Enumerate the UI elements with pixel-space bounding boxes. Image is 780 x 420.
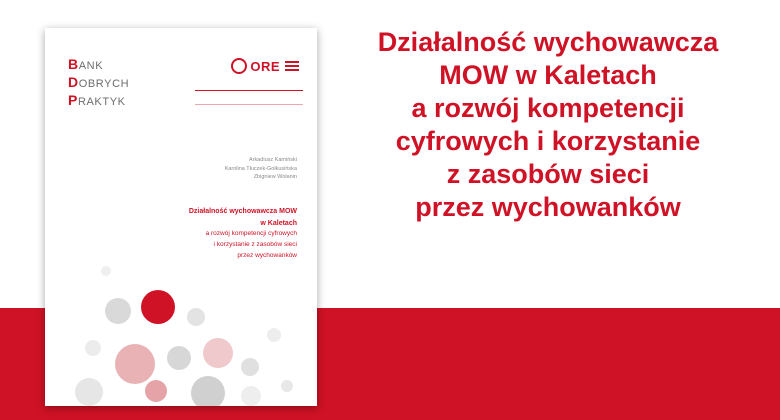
- series-logo-line: [68, 74, 129, 92]
- decorative-dot: [187, 308, 205, 326]
- headline-line: MOW w Kaletach: [439, 59, 657, 90]
- headline-line: z zasobów sieci: [446, 158, 650, 189]
- cover-subtitle-line: przez wychowanków: [237, 251, 297, 259]
- cover-divider: [195, 90, 303, 91]
- decorative-dot: [281, 380, 293, 392]
- decorative-dot: [241, 358, 259, 376]
- series-logo-initial: D: [68, 73, 79, 90]
- author-name: Zbigniew Wolanin: [253, 174, 297, 181]
- headline-line: Działalność wychowawcza: [377, 27, 719, 57]
- series-logo-rest: ANK: [78, 60, 104, 72]
- cover-title-line: w Kaletach: [260, 219, 297, 227]
- decorative-dot: [115, 344, 155, 384]
- headline: [330, 26, 766, 224]
- decorative-dot: [85, 340, 101, 356]
- decorative-dot: [141, 290, 175, 324]
- author-name: Arkadiusz Kamiński: [249, 157, 297, 163]
- ore-logo-icon: [231, 58, 299, 74]
- decorative-dot: [101, 266, 111, 276]
- cover-authors: [225, 156, 297, 182]
- cover-divider-secondary: [195, 104, 303, 105]
- author-name: Karolina Tłuczek-Gołkusińska: [224, 165, 297, 172]
- decorative-dot: [191, 376, 225, 406]
- cover-subtitle-line: i korzystanie z zasobów sieci: [213, 240, 297, 248]
- decorative-dot: [145, 380, 167, 402]
- decorative-dot: [167, 346, 191, 370]
- series-logo-line: [68, 56, 129, 74]
- series-logo-rest: OBRYCH: [78, 77, 130, 90]
- cover-subtitle-line: a rozwój kompetencji cyfrowych: [205, 230, 297, 238]
- series-logo-initial: P: [68, 91, 78, 108]
- decorative-dot: [75, 378, 103, 406]
- series-logo: [68, 56, 129, 109]
- headline-line: przez wychowanków: [415, 191, 681, 222]
- ore-logo-text: ORE: [250, 58, 280, 74]
- book-cover: [45, 28, 317, 406]
- headline-line: a rozwój kompetencji: [411, 92, 685, 123]
- ore-bars-icon: [285, 61, 299, 71]
- decorative-dot: [267, 328, 281, 342]
- series-logo-rest: RAKTYK: [77, 95, 126, 108]
- series-logo-initial: B: [68, 56, 79, 72]
- cover-title-line: Działalność wychowawcza MOW: [188, 208, 297, 215]
- cover-title: [189, 206, 297, 261]
- decorative-dot: [105, 298, 131, 324]
- ore-circle-icon: [231, 58, 247, 74]
- headline-line: cyfrowych i korzystanie: [395, 125, 701, 156]
- cover-background: [45, 28, 317, 406]
- decorative-dot: [241, 386, 261, 406]
- series-logo-line: [68, 92, 129, 110]
- decorative-dot: [203, 338, 233, 368]
